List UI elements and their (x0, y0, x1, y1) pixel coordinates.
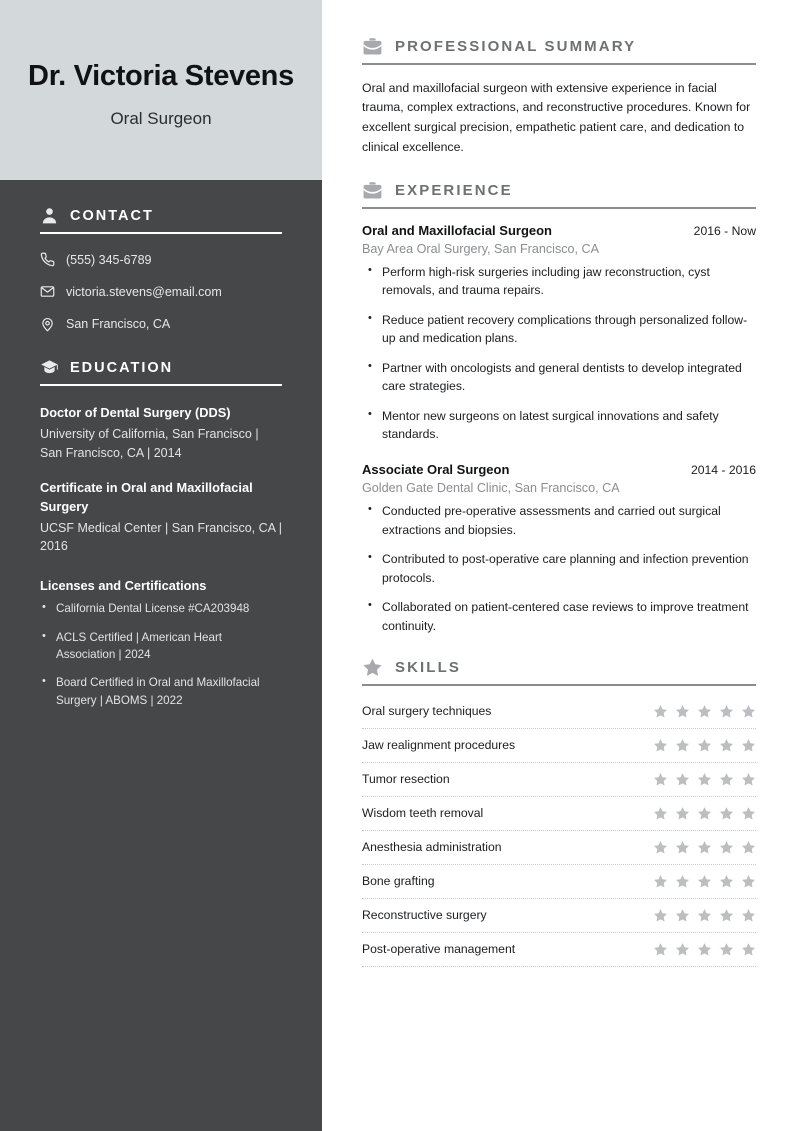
experience-entry-header (362, 223, 756, 238)
list-item: • Partner with oncologists and general dentists to develop integrated care strategies. (362, 359, 756, 396)
briefcase-icon (362, 36, 383, 57)
list-item: • Board Certified in Oral and Maxillofacial Surgery | ABOMS | 2022 (40, 674, 282, 709)
skill-row (362, 729, 756, 763)
skill-name: Anesthesia administration (362, 840, 502, 855)
job-organization: Golden Gate Dental Clinic, San Francisco, CA (362, 481, 620, 495)
skills-section (362, 657, 756, 967)
skill-row (362, 933, 756, 967)
star-filled-icon (741, 840, 756, 855)
sidebar (0, 0, 322, 1131)
star-filled-icon (719, 738, 734, 753)
education-section-title: EDUCATION (70, 359, 174, 376)
contact-phone[interactable] (40, 252, 282, 268)
star-filled-icon (675, 874, 690, 889)
contact-email-text: victoria.stevens@email.com (66, 284, 222, 299)
skill-name: Tumor resection (362, 772, 450, 787)
skill-rating (653, 840, 756, 855)
skill-name: Bone grafting (362, 874, 435, 889)
star-filled-icon (719, 840, 734, 855)
star-filled-icon (719, 704, 734, 719)
star-filled-icon (675, 704, 690, 719)
star-icon (362, 657, 383, 678)
star-filled-icon (741, 738, 756, 753)
experience-section-header (362, 180, 756, 201)
skills-list (362, 700, 756, 967)
star-filled-icon (653, 874, 668, 889)
job-organization: Bay Area Oral Surgery, San Francisco, CA (362, 241, 600, 256)
star-filled-icon (697, 942, 712, 957)
name-header (0, 0, 322, 180)
star-filled-icon (741, 806, 756, 821)
star-filled-icon (675, 942, 690, 957)
contact-phone-text: (555) 345-6789 (66, 252, 152, 267)
contact-section-header (40, 206, 282, 225)
skill-row (362, 700, 756, 729)
list-item: • Conducted pre-operative assessments and carried out surgical extractions and biopsies. (362, 502, 756, 539)
skill-row (362, 899, 756, 933)
star-filled-icon (719, 806, 734, 821)
skill-name: Oral surgery techniques (362, 704, 492, 719)
star-filled-icon (675, 772, 690, 787)
job-bullet-list (362, 263, 756, 444)
skill-rating (653, 806, 756, 821)
star-filled-icon (719, 772, 734, 787)
star-filled-icon (653, 942, 668, 957)
experience-entry-header (362, 462, 756, 477)
summary-text: Oral and maxillofacial surgeon with extensive experience in facial trauma, complex extractions, and reconstructive procedures. Known for excellent surgical precision, empathetic patient care, and dedication to clinical excellence. (362, 80, 751, 155)
education-section-header (40, 358, 282, 377)
job-bullet-list (362, 502, 756, 635)
list-item: • Reduce patient recovery complications through personalized follow-up and medication plans. (362, 311, 756, 348)
star-filled-icon (741, 874, 756, 889)
star-filled-icon (675, 738, 690, 753)
list-item: • Contributed to post-operative care planning and infection prevention protocols. (362, 550, 756, 587)
person-icon (40, 206, 59, 225)
licenses-list (40, 600, 282, 709)
envelope-icon (40, 284, 55, 299)
star-filled-icon (675, 806, 690, 821)
star-filled-icon (697, 840, 712, 855)
contact-section-title: CONTACT (70, 207, 154, 224)
star-filled-icon (741, 908, 756, 923)
experience-entry (362, 462, 756, 635)
skill-name: Wisdom teeth removal (362, 806, 484, 821)
education-detail: UCSF Medical Center | San Francisco, CA | 2016 (40, 520, 282, 554)
experience-entry (362, 223, 756, 444)
list-item: • Mentor new surgeons on latest surgical innovations and safety standards. (362, 407, 756, 444)
star-filled-icon (719, 874, 734, 889)
contact-divider (40, 232, 282, 234)
star-filled-icon (741, 942, 756, 957)
contact-email[interactable] (40, 284, 282, 300)
star-filled-icon (653, 908, 668, 923)
job-date: 2014 - 2016 (690, 463, 756, 477)
contact-list (40, 252, 282, 333)
star-filled-icon (719, 908, 734, 923)
contact-section (40, 206, 282, 332)
star-filled-icon (741, 704, 756, 719)
job-role: Associate Oral Surgeon (362, 462, 510, 477)
education-entry (40, 479, 282, 556)
contact-location-text: San Francisco, CA (66, 317, 171, 331)
experience-section-title: EXPERIENCE (395, 182, 513, 200)
skill-name: Reconstructive surgery (362, 908, 487, 923)
professional-summary-section (362, 36, 756, 158)
sidebar-body (0, 180, 322, 740)
skill-rating (653, 738, 756, 753)
star-filled-icon (697, 704, 712, 719)
star-filled-icon (697, 738, 712, 753)
skill-name: Jaw realignment procedures (362, 738, 516, 753)
skills-divider (362, 684, 756, 686)
skill-row (362, 797, 756, 831)
star-filled-icon (719, 942, 734, 957)
list-item: • ACLS Certified | American Heart Association | 2024 (40, 629, 282, 664)
star-filled-icon (653, 772, 668, 787)
star-filled-icon (675, 840, 690, 855)
star-filled-icon (675, 908, 690, 923)
summary-divider (362, 63, 756, 65)
star-filled-icon (741, 772, 756, 787)
list-item: • Collaborated on patient-centered case reviews to improve treatment continuity. (362, 598, 756, 635)
licenses-title: Licenses and Certifications (40, 578, 207, 594)
star-filled-icon (697, 908, 712, 923)
star-filled-icon (653, 840, 668, 855)
skill-rating (653, 772, 756, 787)
education-divider (40, 384, 282, 386)
skill-rating (653, 874, 756, 889)
education-detail: University of California, San Francisco | San Francisco, CA | 2014 (40, 426, 259, 460)
experience-divider (362, 207, 756, 209)
education-degree: Doctor of Dental Surgery (DDS) (40, 404, 231, 420)
skills-section-title: SKILLS (395, 659, 461, 677)
summary-section-header (362, 36, 756, 57)
skill-rating (653, 704, 756, 719)
education-entry (40, 404, 282, 463)
summary-section-title: PROFESSIONAL SUMMARY (395, 38, 637, 55)
skill-row (362, 831, 756, 865)
page-title: Dr. Victoria Stevens (28, 60, 294, 93)
education-degree: Certificate in Oral and Maxillofacial Surgery (40, 480, 253, 514)
job-title: Oral Surgeon (110, 108, 212, 128)
skills-section-header (362, 657, 756, 678)
education-section (40, 358, 282, 709)
location-pin-icon (40, 317, 55, 332)
skill-rating (653, 908, 756, 923)
graduation-cap-icon (40, 358, 59, 377)
list-item: • Perform high-risk surgeries including jaw reconstruction, cyst removals, and trauma repairs. (362, 263, 756, 300)
star-filled-icon (653, 738, 668, 753)
list-item: • California Dental License #CA203948 (40, 600, 282, 617)
main-content (322, 0, 800, 1131)
skill-name: Post-operative management (362, 942, 516, 957)
briefcase-icon (362, 180, 383, 201)
job-date: 2016 - Now (693, 223, 756, 238)
star-filled-icon (697, 874, 712, 889)
phone-icon (40, 252, 55, 267)
job-role: Oral and Maxillofacial Surgeon (362, 222, 552, 238)
contact-location[interactable] (40, 316, 282, 332)
skill-rating (653, 942, 756, 957)
star-filled-icon (653, 806, 668, 821)
star-filled-icon (697, 806, 712, 821)
skill-row (362, 763, 756, 797)
star-filled-icon (653, 704, 668, 719)
skill-row (362, 865, 756, 899)
experience-section (362, 180, 756, 635)
star-filled-icon (697, 772, 712, 787)
